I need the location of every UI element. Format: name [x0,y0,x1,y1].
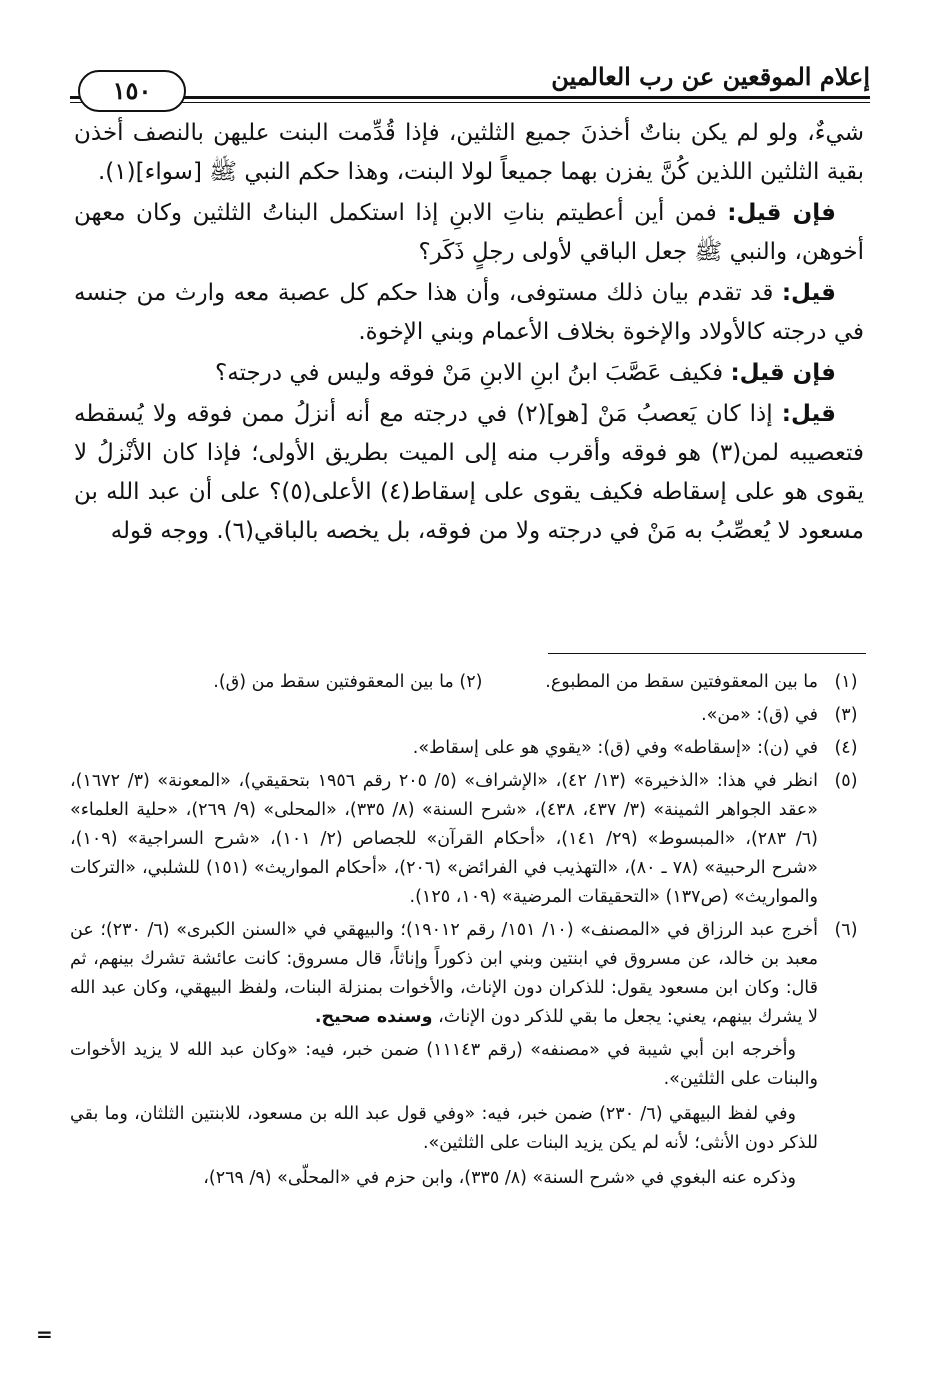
footnote-6 [70,916,866,1032]
header-rule [70,96,870,99]
footnote-number: (٣) [834,705,858,725]
footnote-text: ما بين المعقوفتين سقط من (ق). [213,672,454,692]
footnote-grading: وسنده صحيح. [314,1007,433,1027]
footnote-6-continuation: وذكره عنه البغوي في «شرح السنة» (٨/ ٣٣٥)، وابن حزم في «المحلّى» (٩/ ٢٦٩)، [203,1168,796,1188]
paragraph-3 [74,274,864,352]
paragraph-1 [74,114,864,192]
footnote-3 [70,701,866,730]
footnote-number: (١) [834,672,858,692]
main-text [74,114,864,553]
footnote-number: (٥) [834,771,858,791]
page-number: ١٥٠ [78,70,186,112]
footnote-4 [70,734,866,763]
footnote-6-continuation: وفي لفظ البيهقي (٦/ ٢٣٠) ضمن خبر، فيه: «وفي قول عبد الله بن مسعود، للابنتين الثلثان، وما بقي للذكر دون الأنثى؛ لأنه لم يكن يزيد البنات على الثلثين». [70,1104,818,1153]
footnote-1-2 [70,668,866,697]
footnote-text: أخرج عبد الرزاق في «المصنف» (١٠/ ١٥١/ رقم ١٩٠١٢)؛ والبيهقي في «السنن الكبرى» (٦/ ٢٣٠)؛ عن معبد بن خالد، عن مسروق في ابنتين وبني ابن ذكوراً وإناثاً، قال مسروق: كانت عائشة تشرك بينهم، ثم قال: وكان ابن مسعود يقول: للذكران دون الإناث، والأخوات بمنزلة البنات، ولفظ البيهقي، وكان عبد الله لا يشرك بينهم، يعني: يجعل ما بقي للذكر دون الإناث، [70,920,818,1027]
footnote-number: (٤) [834,738,858,758]
paragraph-lead: فإن قيل: [727,200,836,226]
footnote-5 [70,767,866,912]
paragraph-text: فمن أين أعطيتم بناتِ الابنِ إذا استكمل البناتُ الثلثين وكان معهن أخوهن، والنبي ﷺ جعل الباقي لأولى رجلٍ ذَكَر؟ [74,200,864,265]
paragraph-text: شيءٌ، ولو لم يكن بناتٌ أخذنَ جميع الثلثين، فإذا قُدِّمت البنت عليهن بالنصف أخذن بقية الثلثين اللذين كُنَّ يفزن بهما جميعاً لولا البنت، وهذا حكم النبي ﷺ [سواء](١). [74,120,864,185]
footnote-6-continuation: وأخرجه ابن أبي شيبة في «مصنفه» (رقم ١١١٤٣) ضمن خبر، فيه: «وكان عبد الله لا يزيد الأخوات والبنات على الثلثين». [70,1040,818,1089]
paragraph-5 [74,395,864,551]
footnote-text: انظر في هذا: «الذخيرة» (١٣/ ٤٢)، «الإشراف» (٥/ ٢٠٥ رقم ١٩٥٦ بتحقيقي)، «المعونة» (٣/ ١٦٧٢)، «عقد الجواهر الثمينة» (٣/ ٤٣٧، ٤٣٨)، «شرح السنة» (٨/ ٣٣٥)، «المحلى» (٩/ ٢٦٩)، «حلية العلماء» (٦/ ٢٨٣)، «المبسوط» (٢٩/ ١٤١)، «أحكام القرآن» للجصاص (٢/ ١٠١)، «شرح السراجية» (١٠٩)، «شرح الرحبية» (٧٨ ـ ٨٠)، «التهذيب في الفرائض» (٢٠٦)، «أحكام المواريث» (١٥١) للشلبي، «التركات والمواريث» (ص١٣٧) «التحقيقات المرضية» (١٠٩، ١٢٥). [70,771,819,907]
paragraph-lead: فإن قيل: [730,360,836,386]
paragraph-4 [74,354,864,393]
paragraph-text: إذا كان يَعصبُ مَنْ [هو](٢) في درجته مع أنه أنزلُ ممن فوقه ولا يُسقطه فتعصيبه لمن(٣) هو فوقه وأقرب منه إلى الميت بطريق الأولى؛ فإذا كان الأنْزلُ لا يقوى هو على إسقاطه فكيف يقوى على إسقاط(٤) الأعلى(٥)؟ على أن عبد الله بن مسعود لا يُعصِّبُ به مَنْ في درجته ولا من فوقه، بل يخصه بالباقي(٦). ووجه قوله [74,401,865,544]
footnote-number: (٢) [459,672,483,692]
continuation-mark: = [36,1322,53,1346]
header-rule-thin [70,102,870,103]
footnote-number: (٦) [834,920,858,940]
running-title: إعلام الموقعين عن رب العالمين [551,62,870,91]
paragraph-2 [74,194,864,272]
paragraph-text: قد تقدم بيان ذلك مستوفى، وأن هذا حكم كل عصبة معه وارث من جنسه في درجته كالأولاد والإخوة بخلاف الأعمام وبني الإخوة. [74,280,864,345]
footnote-text: ما بين المعقوفتين سقط من المطبوع. [545,672,818,692]
paragraph-text: فكيف عَصَّبَ ابنُ ابنِ الابنِ مَنْ فوقه وليس في درجته؟ [215,360,731,386]
paragraph-lead: قيل: [781,280,836,306]
footnote-text: في (ق): «من». [701,705,818,725]
footnote-text: في (ن): «إسقاطه» وفي (ق): «يقوي هو على إسقاط». [412,738,818,758]
footnotes [70,668,866,1199]
paragraph-lead: قيل: [781,401,836,427]
page-header [70,56,870,105]
footnote-separator [548,653,866,654]
